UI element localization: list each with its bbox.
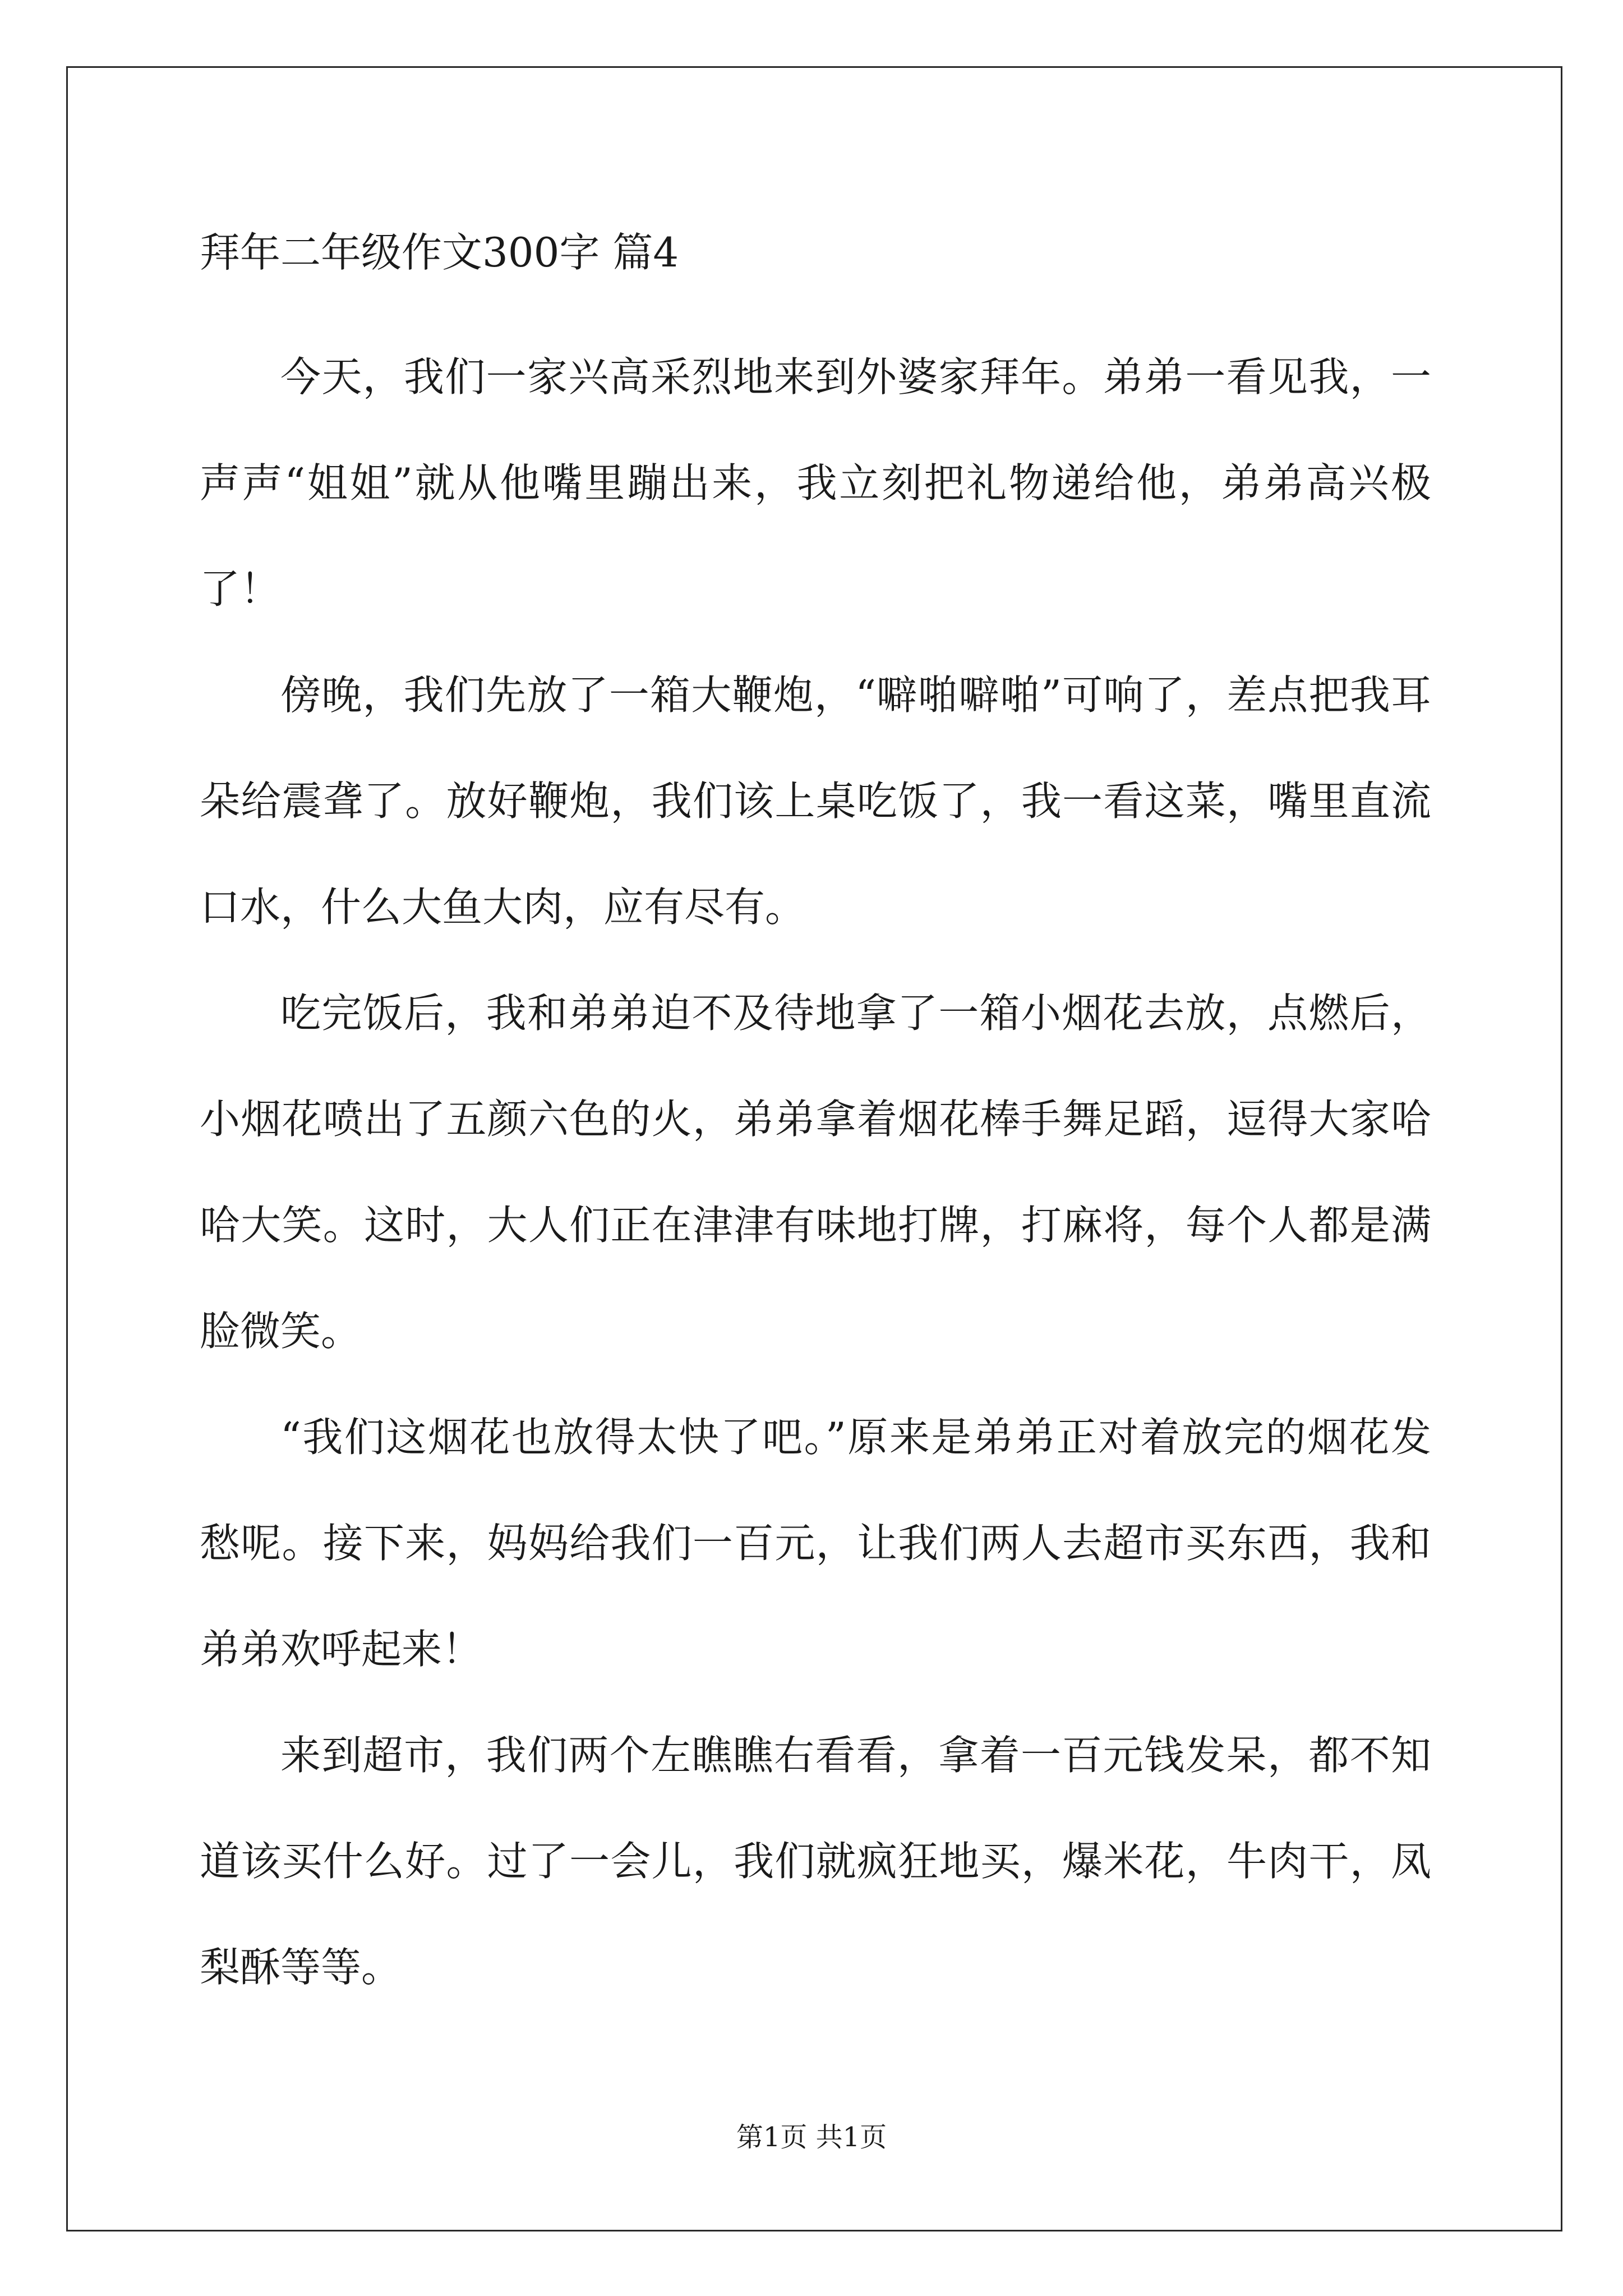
paragraph-4: “我们这烟花也放得太快了吧。”原来是弟弟正对着放完的烟花发愁呢。接下来，妈妈给我们一百元，让我们两人去超市买东西，我和弟弟欢呼起来！: [200, 1414, 1431, 1673]
paragraph-3: 吃完饭后，我和弟弟迫不及待地拿了一箱小烟花去放，点燃后，小烟花喷出了五颜六色的火，弟弟拿着烟花棒手舞足蹈，逗得大家哈哈大笑。这时，大人们正在津津有味地打牌，打麻将，每个人都是满脸微笑。: [200, 990, 1431, 1355]
paragraph-1: 今天，我们一家兴高采烈地来到外婆家拜年。弟弟一看见我，一声声“姐姐”就从他嘴里蹦出来，我立刻把礼物递给他，弟弟高兴极了！: [200, 353, 1431, 613]
document-title: 拜年二年级作文300字 篇4: [200, 229, 679, 276]
paragraph-5: 来到超市，我们两个左瞧瞧右看看，拿着一百元钱发呆，都不知道该买什么好。过了一会儿，我们就疯狂地买，爆米花，牛肉干，凤梨酥等等。: [200, 1732, 1431, 1991]
page-footer: 第1页 共1页: [736, 2122, 887, 2153]
document-body: [200, 219, 1431, 2021]
paragraph-2: 傍晚，我们先放了一箱大鞭炮，“噼啪噼啪”可响了，差点把我耳朵给震聋了。放好鞭炮，我们该上桌吃饭了，我一看这菜，嘴里直流口水，什么大鱼大肉，应有尽有。: [200, 671, 1431, 931]
